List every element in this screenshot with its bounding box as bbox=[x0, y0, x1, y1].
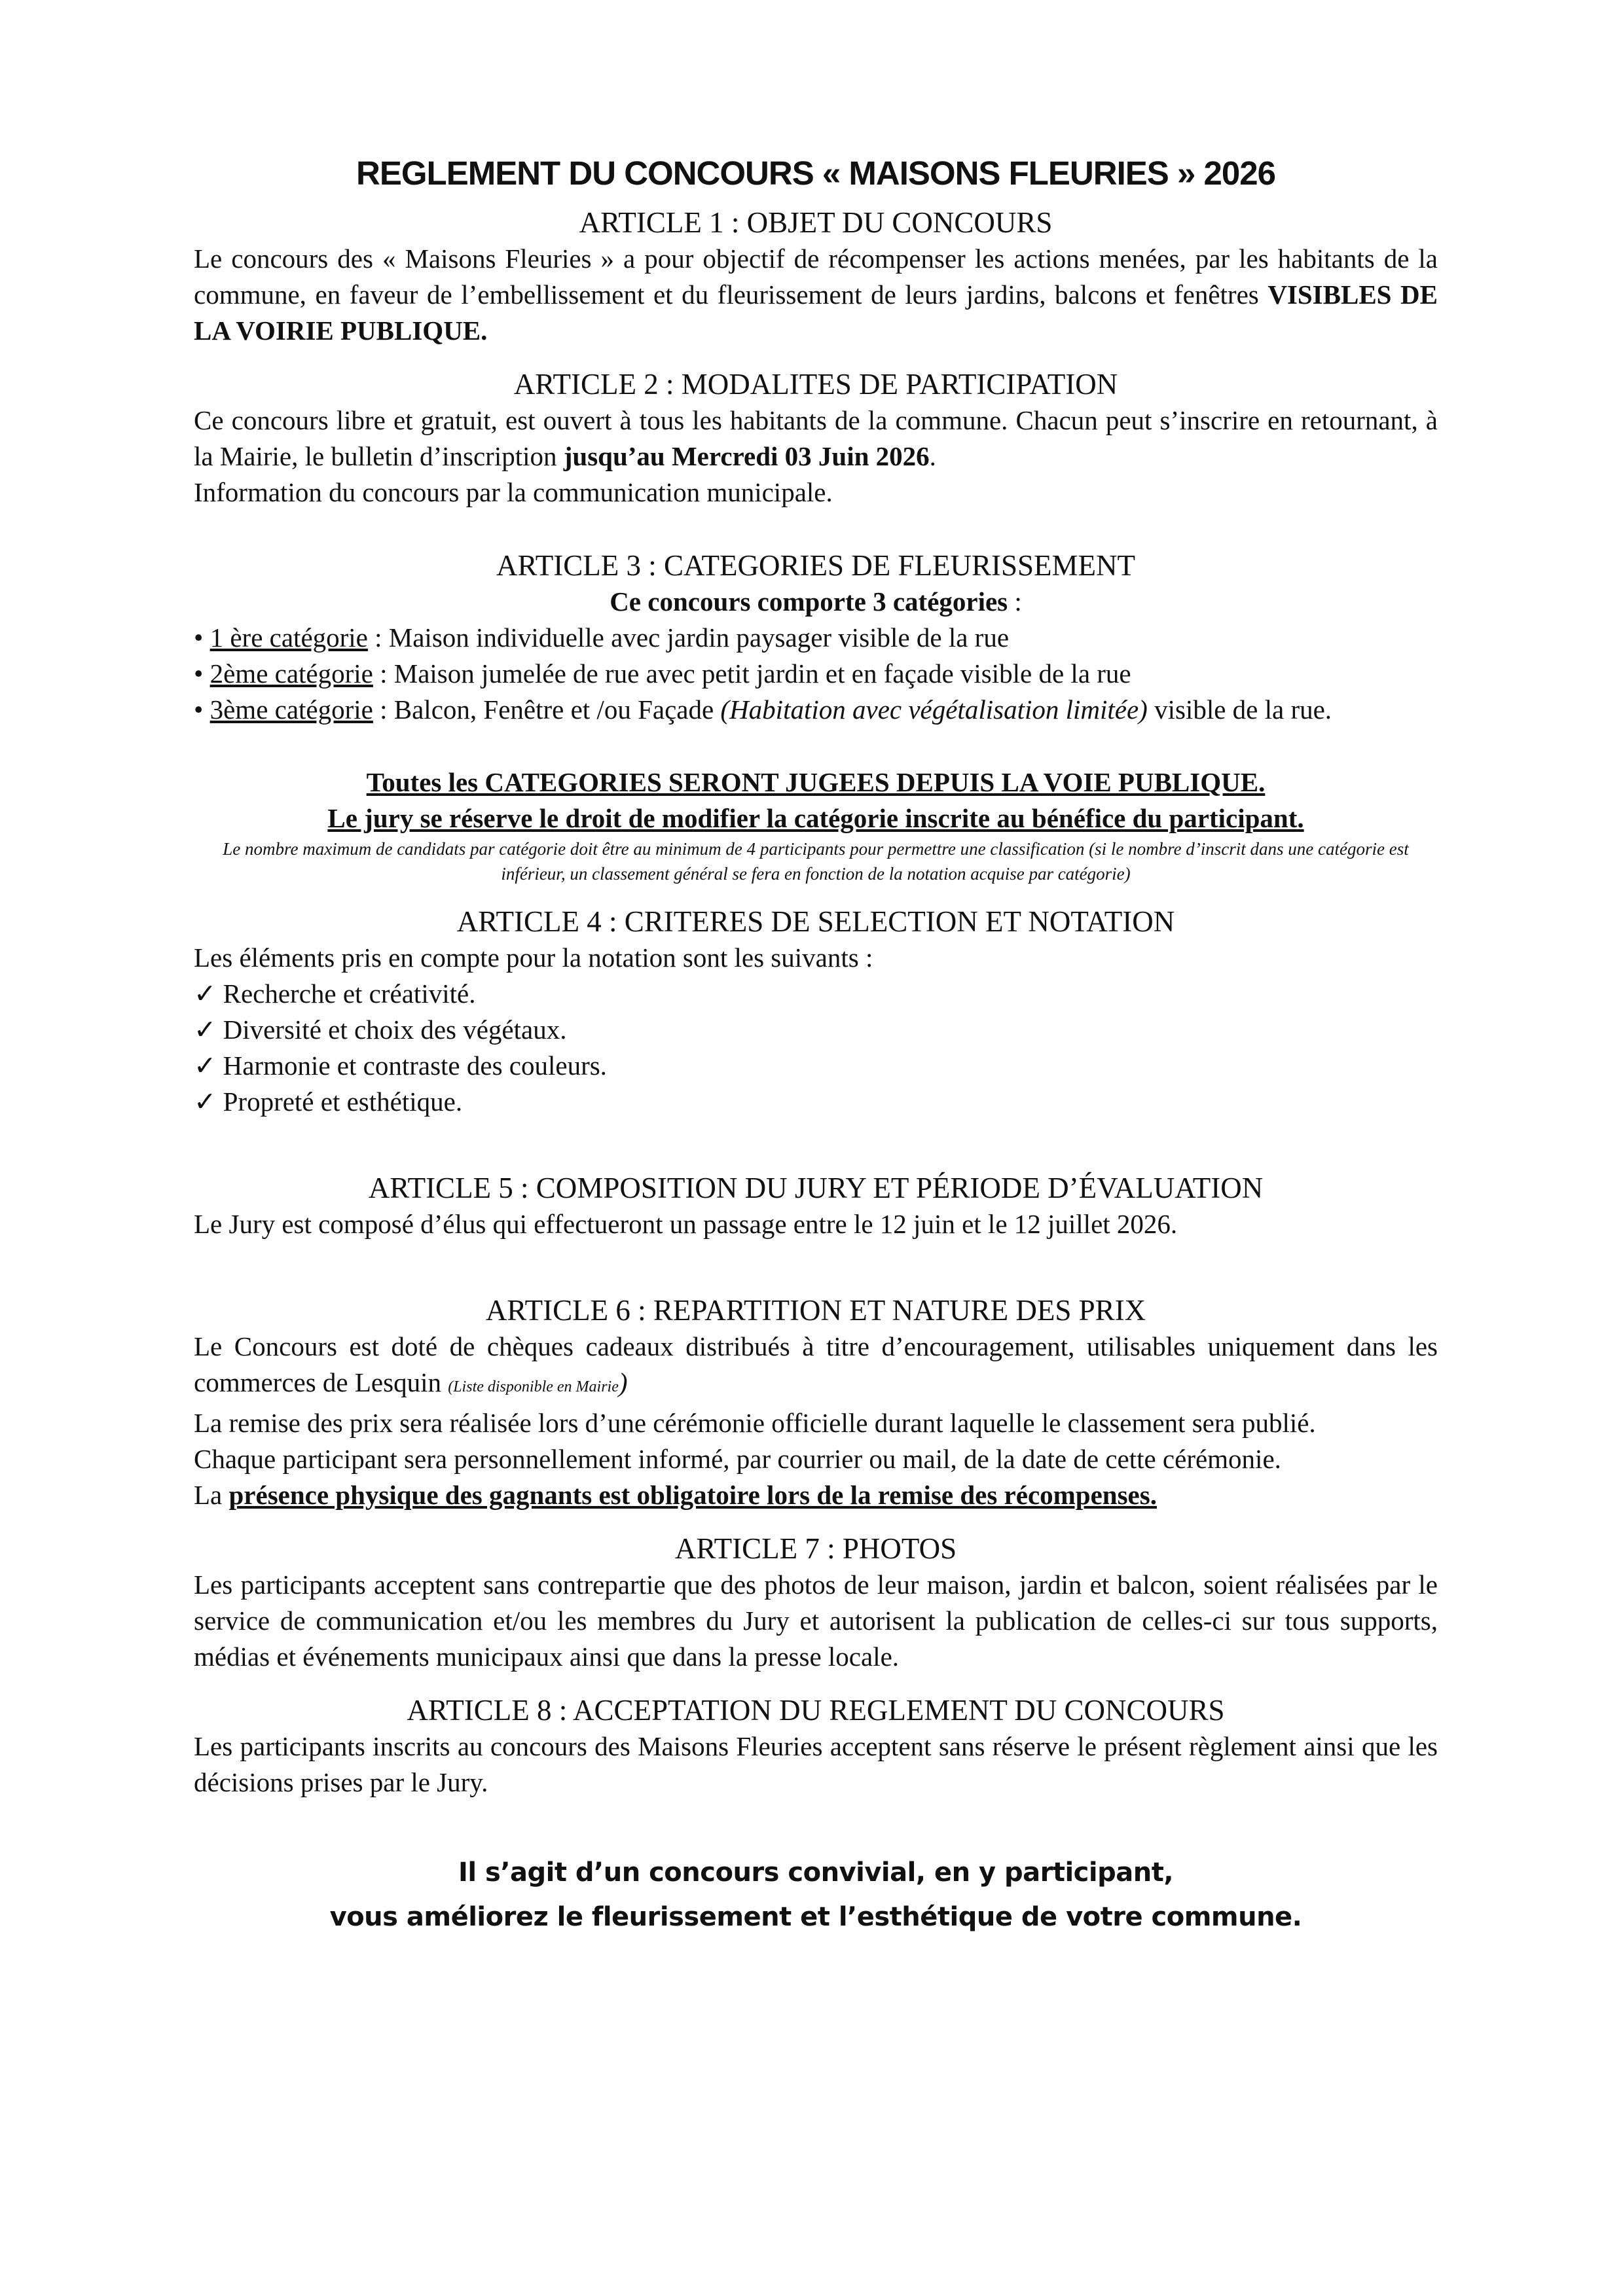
article-2-body: Ce concours libre et gratuit, est ouvert à tous les habitants de la commune. Chacun peut s’inscrire en retournant, à la Mairie, le bulletin d’inscription bbox=[194, 405, 1438, 471]
article-3-heading: ARTICLE 3 : CATEGORIES DE FLEURISSEMENT bbox=[496, 549, 1136, 582]
criterion-item bbox=[194, 1012, 1438, 1048]
article-2-info: Information du concours par la communication municipale. bbox=[194, 477, 833, 507]
article-6-list-note: (Liste disponible en Mairie bbox=[448, 1378, 619, 1395]
article-7 bbox=[194, 1530, 1438, 1675]
category-1-label: 1 ère catégorie bbox=[210, 622, 368, 653]
category-2-label: 2ème catégorie bbox=[210, 658, 373, 689]
category-1-text: : Maison individuelle avec jardin paysager visible de la rue bbox=[367, 622, 1010, 653]
criterion-text: Diversité et choix des végétaux. bbox=[223, 1014, 567, 1045]
article-1-heading: ARTICLE 1 : OBJET DU CONCOURS bbox=[579, 206, 1053, 239]
notice-jury-right bbox=[194, 800, 1438, 836]
category-2-text: : Maison jumelée de rue avec petit jardin et en façade visible de la rue bbox=[373, 658, 1131, 689]
article-6-body-1: Le Concours est doté de chèques cadeaux distribués à titre d’encouragement, utilisables uniquement dans les commerces de Lesquin bbox=[194, 1331, 1438, 1397]
category-3 bbox=[194, 692, 1438, 728]
article-1-text bbox=[194, 241, 1438, 349]
category-1 bbox=[194, 620, 1438, 656]
notice-public-road bbox=[194, 764, 1438, 800]
criterion-text: Harmonie et contraste des couleurs. bbox=[223, 1050, 607, 1081]
category-3-italic: (Habitation avec végétalisation limitée) bbox=[720, 694, 1148, 725]
minimum-candidates-note: Le nombre maximum de candidats par catégorie doit être au minimum de 4 participants pour permettre une classification (si le nombre d’inscrit dans une catégorie est inférieur, un classement général se fera en fonction de la notation acquise par catégorie) bbox=[223, 839, 1409, 884]
article-6-body-4: La bbox=[194, 1480, 229, 1510]
checkmark-icon: ✓ bbox=[194, 1050, 217, 1081]
checkmark-icon: ✓ bbox=[194, 978, 217, 1009]
article-2-deadline: jusqu’au Mercredi 03 Juin 2026 bbox=[563, 441, 930, 471]
article-6 bbox=[194, 1292, 1438, 1513]
article-6-text-1 bbox=[194, 1329, 1438, 1405]
criterion-text: Propreté et esthétique. bbox=[223, 1086, 463, 1117]
article-6-presence: présence physique des gagnants est obligatoire lors de la remise des récompenses. bbox=[228, 1480, 1157, 1510]
article-4-intro: Les éléments pris en compte pour la notation sont les suivants : bbox=[194, 942, 873, 973]
article-6-paren: ) bbox=[618, 1367, 628, 1397]
article-4-heading: ARTICLE 4 : CRITERES DE SELECTION ET NOTATION bbox=[456, 905, 1175, 938]
article-2-text bbox=[194, 403, 1438, 475]
article-2 bbox=[194, 366, 1438, 511]
category-3-label: 3ème catégorie bbox=[210, 694, 373, 725]
article-8-heading: ARTICLE 8 : ACCEPTATION DU REGLEMENT DU CONCOURS bbox=[407, 1694, 1225, 1727]
article-1 bbox=[194, 204, 1438, 349]
article-3-intro-end: : bbox=[1008, 586, 1022, 617]
bullet-icon: • bbox=[194, 622, 204, 653]
notice-2-text: Le jury se réserve le droit de modifier la catégorie inscrite au bénéfice du participant. bbox=[327, 803, 1304, 833]
article-7-text: Les participants acceptent sans contrepartie que des photos de leur maison, jardin et balcon, soient réalisées par le service de communication et/ou les membres du Jury et autorisent la publication de celles-ci sur tous supports, médias et événements municipaux ainsi que dans la presse locale. bbox=[194, 1570, 1438, 1672]
article-5-text: Le Jury est composé d’élus qui effectueront un passage entre le 12 juin et le 12 juillet 2026. bbox=[194, 1209, 1178, 1239]
category-2 bbox=[194, 656, 1438, 692]
article-3-intro bbox=[194, 584, 1438, 620]
page-title: REGLEMENT DU CONCOURS « MAISONS FLEURIES » 2026 bbox=[356, 154, 1275, 192]
notice-1-text: Toutes les CATEGORIES SERONT JUGEES DEPUIS LA VOIE PUBLIQUE. bbox=[366, 767, 1266, 797]
criterion-item bbox=[194, 1084, 1438, 1120]
article-8 bbox=[194, 1692, 1438, 1801]
article-4 bbox=[194, 903, 1438, 1120]
article-5-heading: ARTICLE 5 : COMPOSITION DU JURY ET PÉRIODE D’ÉVALUATION bbox=[368, 1172, 1264, 1204]
document-page bbox=[194, 151, 1438, 1939]
bullet-icon: • bbox=[194, 658, 204, 689]
bullet-icon: • bbox=[194, 694, 204, 725]
category-3-end: visible de la rue. bbox=[1147, 694, 1332, 725]
article-1-body: Le concours des « Maisons Fleuries » a pour objectif de récompenser les actions menées, par les habitants de la commune, en faveur de l’embellissement et du fleurissement de leurs jardins, balcons et fenêtres bbox=[194, 243, 1438, 310]
article-6-text-2: La remise des prix sera réalisée lors d’une cérémonie officielle durant laquelle le classement sera publié. bbox=[194, 1408, 1316, 1438]
criterion-text: Recherche et créativité. bbox=[223, 978, 476, 1009]
article-7-heading: ARTICLE 7 : PHOTOS bbox=[674, 1532, 957, 1565]
article-2-end: . bbox=[929, 441, 936, 471]
checkmark-icon: ✓ bbox=[194, 1014, 217, 1045]
closing-line-1: Il s’agit d’un concours convivial, en y participant, bbox=[458, 1857, 1174, 1888]
article-8-text: Les participants inscrits au concours des Maisons Fleuries acceptent sans réserve le présent règlement ainsi que les décisions prises par le Jury. bbox=[194, 1731, 1438, 1797]
article-5 bbox=[194, 1170, 1438, 1242]
criterion-item bbox=[194, 1048, 1438, 1084]
closing-message bbox=[194, 1850, 1438, 1939]
article-1-bold: VISIBLES DE LA VOIRIE PUBLIQUE. bbox=[194, 279, 1438, 346]
criterion-item bbox=[194, 976, 1438, 1012]
article-6-text-3: Chaque participant sera personnellement informé, par courrier ou mail, de la date de cette cérémonie. bbox=[194, 1444, 1281, 1474]
closing-line-2: vous améliorez le fleurissement et l’esthétique de votre commune. bbox=[329, 1902, 1302, 1932]
article-6-heading: ARTICLE 6 : REPARTITION ET NATURE DES PRIX bbox=[485, 1294, 1146, 1327]
article-3-intro-bold: Ce concours comporte 3 catégories bbox=[610, 586, 1008, 617]
article-2-heading: ARTICLE 2 : MODALITES DE PARTICIPATION bbox=[513, 368, 1118, 401]
checkmark-icon: ✓ bbox=[194, 1086, 217, 1117]
article-6-text-4 bbox=[194, 1477, 1438, 1513]
article-3 bbox=[194, 547, 1438, 886]
category-3-text: : Balcon, Fenêtre et /ou Façade bbox=[373, 694, 721, 725]
